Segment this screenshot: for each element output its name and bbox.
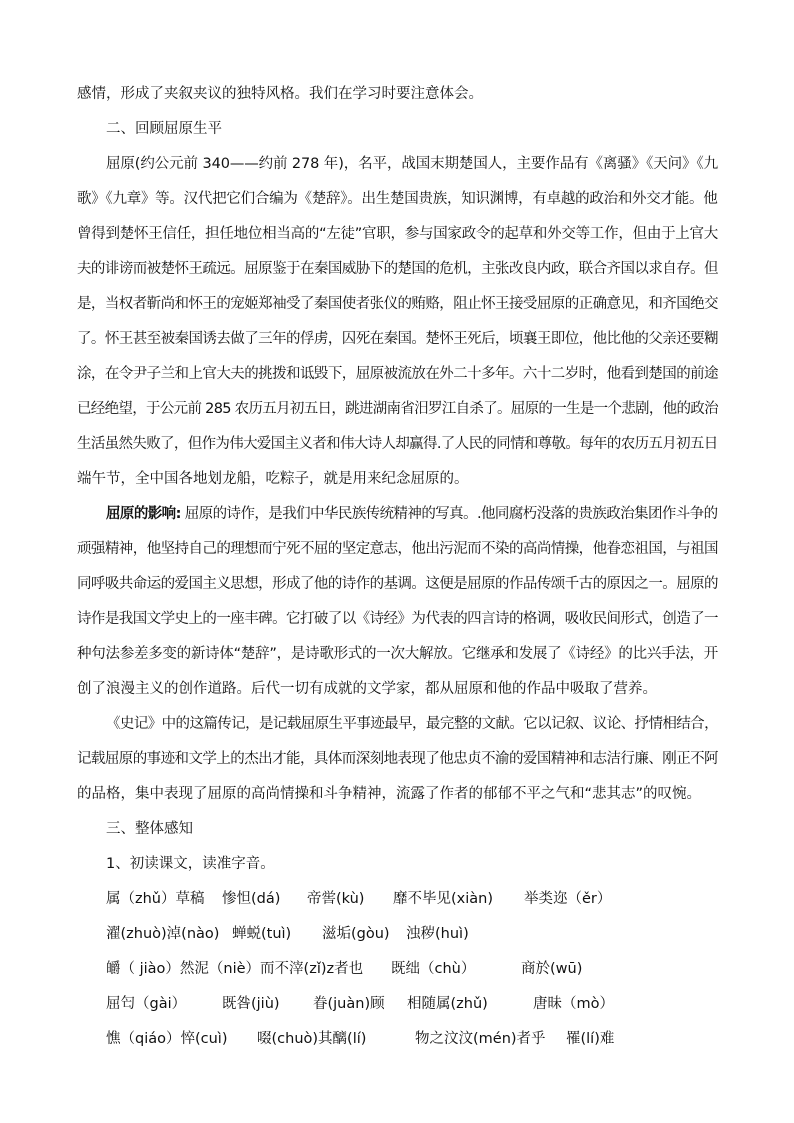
shiji-line: 记载屈原的事迹和文学上的杰出才能，具体而深刻地表现了他忠贞不渝的爱国精神和志洁行廉、刚正不阿 — [77, 751, 718, 767]
vocab-item: 憔（qiáo）悴(cuì) — [106, 1031, 228, 1047]
bio-line: 涂，在令尹子兰和上官大夫的挑拨和诋毁下，屈原被流放在外二十多年。六十二岁时，他看到楚国的前途 — [77, 366, 718, 382]
vocab-item: 啜(chuò)其醨(lí) — [257, 1031, 367, 1047]
section-heading-life: 二、回顾屈原生平 — [106, 121, 222, 137]
vocab-item: 举类迩（ěr） — [524, 891, 612, 907]
vocab-item: 皭（ jiào）然泥（niè）而不滓(zǐ)z者也 — [106, 961, 364, 977]
bio-line: 夫的诽谤而被楚怀王疏远。屈原鉴于在秦国威胁下的楚国的危机，主张改良内政，联合齐国以求自存。但 — [77, 261, 718, 277]
vocab-item: 屈匄（gài） — [106, 996, 187, 1012]
vocab-item: 濯(zhuò)淖(nào) — [106, 926, 220, 942]
vocab-item: 帝喾(kù) — [307, 891, 365, 907]
vocab-item: 滋垢(gòu) — [322, 926, 390, 942]
bio-line: 生活虽然失败了，但作为伟大爱国主义者和伟大诗人却赢得.了人民的同情和尊敬。每年的农历五月初五日 — [77, 436, 718, 452]
vocab-item: 商於(wū) — [521, 961, 583, 977]
vocab-item: 属（zhǔ）草稿 — [106, 891, 205, 907]
influence-line: 同呼吸共命运的爱国主义思想，形成了他的诗作的基调。这便是屈原的作品传颂千古的原因之一。屈原的 — [77, 576, 718, 592]
influence-line: 顽强精神，他坚持自己的理想而宁死不屈的坚定意志，他出污泥而不染的高尚情操，他眷恋祖国，与祖国 — [77, 541, 718, 557]
bio-line: 歌》《九章》等。汉代把它们合编为《楚辞》。出生楚国贵族，知识渊博，有卓越的政治和外交才能。他 — [77, 191, 718, 207]
influence-line: 种句法参差多变的新诗体“楚辞”，是诗歌形式的一次大解放。它继承和发展了《诗经》的比兴手法，开 — [77, 646, 719, 662]
vocab-item: 既咎(jiù) — [222, 996, 280, 1012]
bio-line: 了。怀王甚至被秦国诱去做了三年的俘虏，囚死在秦国。楚怀王死后，顷襄王即位，他比他的父亲还要糊 — [77, 331, 718, 347]
subheading-reading: 1、初读课文，读准字音。 — [106, 856, 275, 872]
vocab-item: 惨怛(dá) — [222, 891, 281, 907]
vocab-item: 靡不毕见(xiàn) — [393, 891, 493, 907]
bio-line: 屈原(约公元前 340——约前 278 年)，名平，战国末期楚国人，主要作品有《离骚》《天问》《九 — [106, 156, 718, 172]
influence-line: 创了浪漫主义的创作道路。后代一切有成就的文学家，都从屈原和他的作品中吸取了营养。 — [77, 681, 657, 697]
influence-first-line — [106, 504, 718, 526]
shiji-line: 的品格，集中表现了屈原的高尚情操和斗争精神，流露了作者的郁郁不平之气和“悲其志”的叹惋。 — [77, 786, 702, 802]
bio-line: 曾得到楚怀王信任，担任地位相当高的“左徒”官职，参与国家政令的起草和外交等工作，但由于上官大 — [77, 226, 719, 242]
bio-line: 是，当权者靳尚和怀王的宠姬郑袖受了秦国使者张仪的贿赂，阻止怀王接受屈原的正确意见，和齐国绝交 — [77, 296, 718, 312]
shiji-line: 《史记》中的这篇传记，是记载屈原生平事迹最早，最完整的文献。它以记叙、议论、抒情相结合， — [106, 716, 718, 732]
intro-line: 感情，形成了夹叙夹议的独特风格。我们在学习时要注意体会。 — [77, 86, 483, 102]
vocab-item: 既绌（chù） — [391, 961, 476, 977]
influence-line: 诗作是我国文学史上的一座丰碑。它打破了以《诗经》为代表的四言诗的格调，吸收民间形式，创造了一 — [77, 611, 718, 627]
section-heading-overview: 三、整体感知 — [106, 821, 193, 837]
vocab-item: 蝉蜕(tuì) — [232, 926, 292, 942]
vocab-item: 唐昧（mò） — [533, 996, 614, 1012]
influence-text: 屈原的诗作，是我们中华民族传统精神的写真。.他同腐朽没落的贵族政治集团作斗争的 — [180, 506, 718, 522]
bio-line: 已经绝望，于公元前 285 农历五月初五日，跳进湖南省汨罗江自杀了。屈原的一生是一个悲剧，他的政治 — [77, 401, 718, 417]
vocab-item: 眷(juàn)顾 — [313, 996, 385, 1012]
influence-label: 屈原的影响: — [106, 506, 181, 522]
vocab-item: 罹(lí)难 — [566, 1031, 615, 1047]
vocab-item: 物之汶汶(mén)者乎 — [415, 1031, 546, 1047]
bio-line: 端午节，全中国各地划龙船，吃粽子，就是用来纪念屈原的。 — [77, 471, 469, 487]
vocab-item: 浊秽(huì) — [406, 926, 469, 942]
vocab-item: 相随属(zhǔ) — [407, 996, 488, 1012]
